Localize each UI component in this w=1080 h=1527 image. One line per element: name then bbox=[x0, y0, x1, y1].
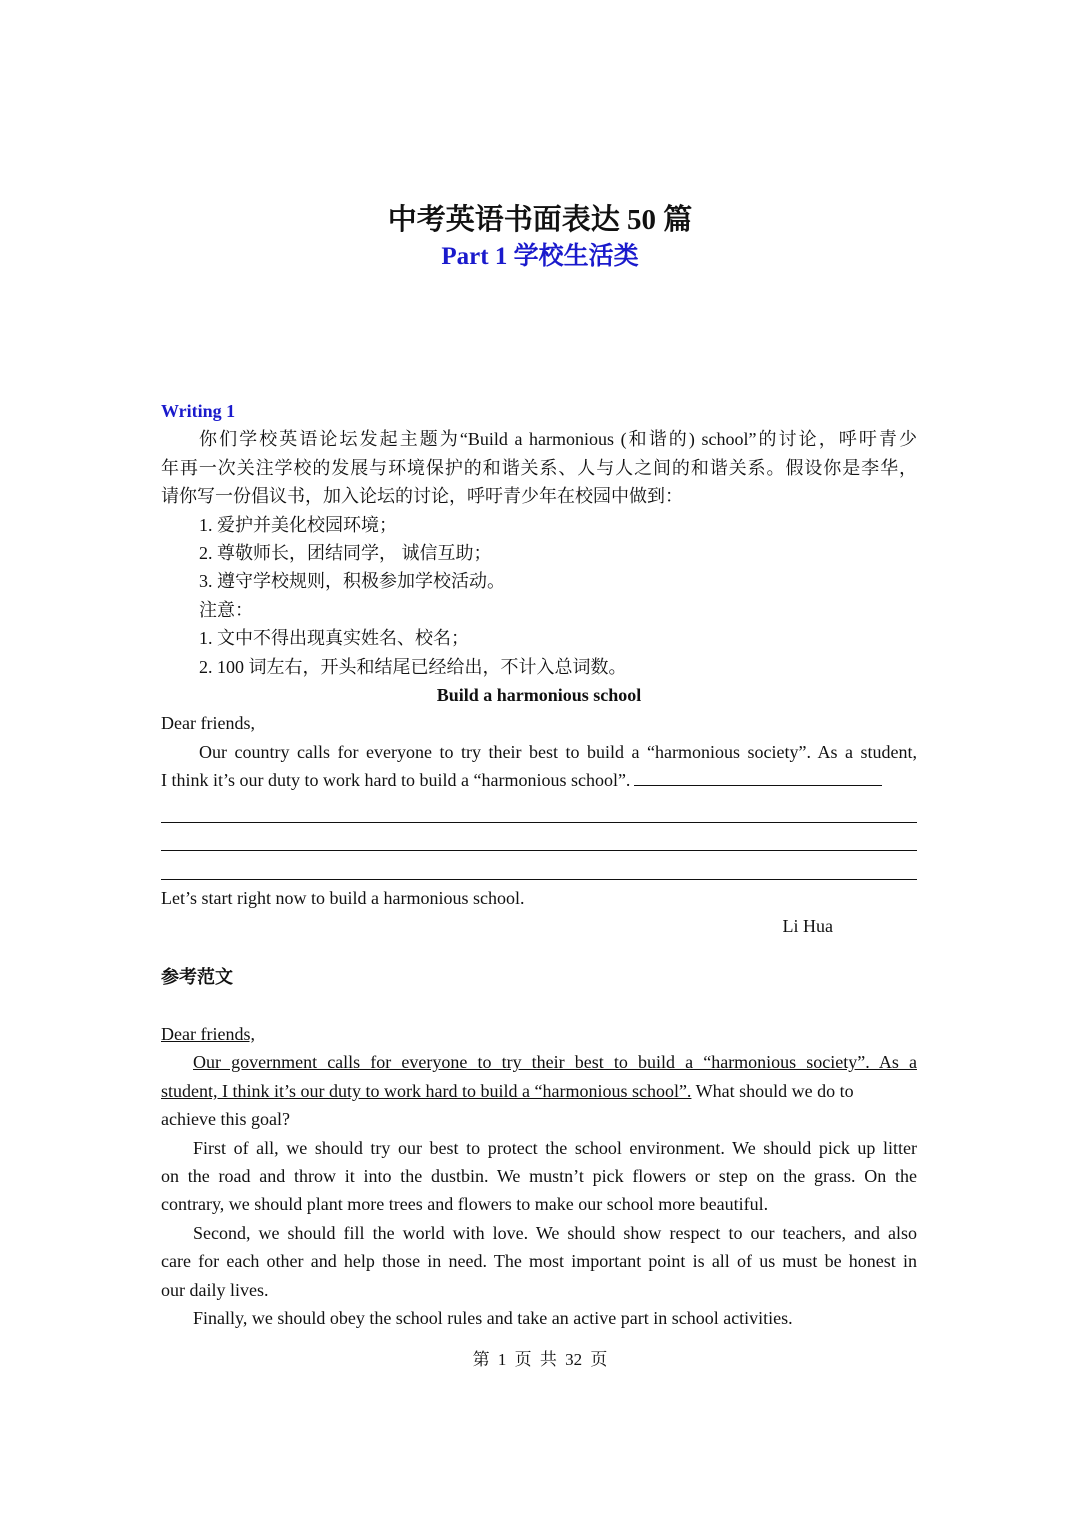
sample-paragraph-line: achieve this goal? bbox=[161, 1109, 290, 1130]
document-title: 中考英语书面表达 50 篇 bbox=[387, 204, 693, 236]
essay-title: Build a harmonious school bbox=[436, 684, 642, 705]
letter-greeting: Dear friends, bbox=[161, 713, 255, 734]
writing-label: Writing 1 bbox=[161, 401, 236, 421]
sample-paragraph-line: our daily lives. bbox=[161, 1279, 269, 1300]
sample-essay bbox=[161, 963, 917, 991]
prompt-line: 请你写一份倡议书，加入论坛的讨论，呼吁青少年在校园中做到： bbox=[161, 486, 683, 507]
requirement-item: 2. 尊敬师长，团结同学， 诚信互助； bbox=[199, 542, 492, 563]
sample-underlined-text: student, I think it’s our duty to work hard to build a “harmonious school”. bbox=[161, 1080, 692, 1101]
sample-paragraph-line bbox=[161, 1077, 917, 1105]
sample-paragraph-line: Second, we should fill the world with love. We should show respect to our teachers, and also bbox=[193, 1222, 917, 1243]
letter-closing: Let’s start right now to build a harmonious school. bbox=[161, 887, 525, 908]
sample-paragraph-line: Finally, we should obey the school rules and take an active part in school activities. bbox=[193, 1307, 793, 1328]
sample-paragraph-line: First of all, we should try our best to protect the school environment. We should pick up litter bbox=[193, 1137, 917, 1158]
sample-label: 参考范文 bbox=[161, 967, 233, 987]
answer-line bbox=[161, 851, 917, 879]
letter-signature: Li Hua bbox=[782, 916, 833, 937]
prompt-line: 你们学校英语论坛发起主题为“Build a harmonious (和谐的) school”的讨论，呼吁青少 bbox=[199, 429, 917, 450]
letter-intro-text: I think it’s our duty to work hard to build a “harmonious school”. bbox=[161, 770, 631, 791]
writing-task bbox=[161, 397, 917, 940]
notes-label: 注意： bbox=[199, 599, 253, 620]
sample-paragraph-line: Our government calls for everyone to try their best to build a “harmonious society”. As a bbox=[193, 1052, 917, 1073]
answer-blank bbox=[634, 767, 882, 786]
requirement-item: 3. 遵守学校规则，积极参加学校活动。 bbox=[199, 571, 505, 592]
note-item: 1. 文中不得出现真实姓名、校名； bbox=[199, 628, 469, 649]
sample-paragraph-line: care for each other and help those in need. The most important point is all of us must be honest in bbox=[161, 1251, 917, 1272]
note-item: 2. 100 词左右，开头和结尾已经给出，不计入总词数。 bbox=[199, 656, 627, 677]
prompt-line: 年再一次关注学校的发展与环境保护的和谐关系、人与人之间的和谐关系。假设你是李华， bbox=[161, 457, 917, 478]
page-footer: 第 1 页 共 32 页 bbox=[472, 1350, 608, 1369]
answer-line bbox=[161, 794, 917, 822]
letter-intro-line bbox=[161, 766, 917, 794]
sample-text: What should we do to bbox=[691, 1080, 854, 1101]
answer-line bbox=[161, 823, 917, 851]
sample-greeting: Dear friends, bbox=[161, 1024, 255, 1044]
sample-essay-body bbox=[161, 1020, 917, 1332]
letter-intro-line: Our country calls for everyone to try their best to build a “harmonious society”. As a student, bbox=[199, 741, 917, 762]
requirement-item: 1. 爱护并美化校园环境； bbox=[199, 514, 397, 535]
part-heading: Part 1 学校生活类 bbox=[441, 243, 639, 270]
sample-paragraph-line: contrary, we should plant more trees and flowers to make our school more beautiful. bbox=[161, 1194, 769, 1215]
sample-paragraph-line: on the road and throw it into the dustbin. We mustn’t pick flowers or step on the grass. On the bbox=[161, 1165, 917, 1186]
